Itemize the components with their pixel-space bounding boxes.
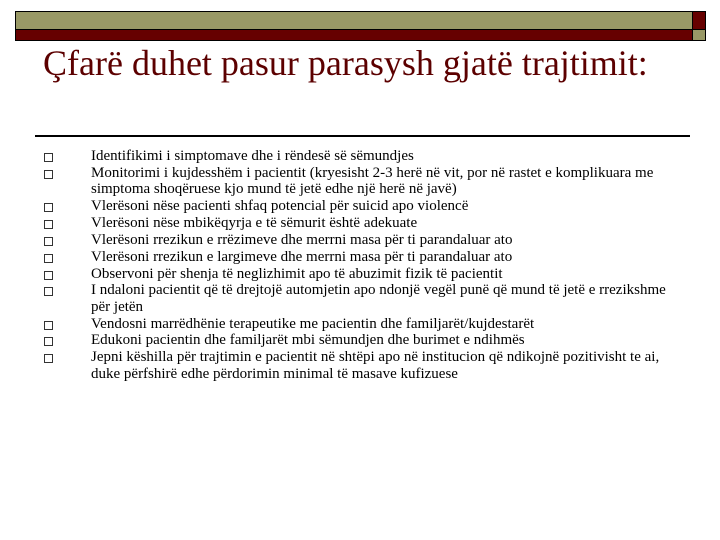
square-bullet-icon [44,254,53,263]
list-item-text: Vlerësoni nëse pacienti shfaq potencial për suicid apo violencë [91,197,469,214]
list-item-text: Vlerësoni rrezikun e largimeve dhe merrni masa për ti parandaluar ato [91,248,513,265]
list-item-text: Observoni për shenja të neglizhimit apo të abuzimit fizik të pacientit [91,265,503,282]
square-bullet-icon [44,337,53,346]
list-item [44,316,684,332]
square-bullet-icon [44,153,53,162]
list-item [44,349,684,381]
list-item-text: I ndaloni pacientit që të drejtojë automjetin apo ndonjë vegël punë që mund të jetë e rrezikshme për jetën [91,282,666,315]
square-bullet-icon [44,237,53,246]
square-bullet-icon [44,287,53,296]
list-item-text: Edukoni pacientin dhe familjarët mbi sëmundjen dhe burimet e ndihmës [91,332,525,349]
square-bullet-icon [44,354,53,363]
list-item-text: Vlerësoni rrezikun e rrëzimeve dhe merrni masa për ti parandaluar ato [91,231,513,248]
list-item [44,165,684,197]
slide-title: Çfarë duhet pasur parasysh gjatë trajtimit: [43,43,648,83]
header-corner-olive-square [692,29,706,41]
list-item-text: Vlerësoni nëse mbikëqyrja e të sëmurit është adekuate [91,214,418,231]
list-item [44,266,684,282]
bullet-list [44,148,684,382]
list-item [44,249,684,265]
list-item-text: Monitorimi i kujdesshëm i pacientit (kryesisht 2-3 herë në vit, por në rastet e komplikuara me simptoma shoqëruese kjo mund të jetë edhe një herë në javë) [91,164,654,198]
list-item-text: Jepni këshilla për trajtimin e pacientit në shtëpi apo në institucion që ndikojnë pozitivisht te ai, duke përfshirë edhe përdorimin minimal të masave kufizuese [91,349,660,382]
list-item [44,232,684,248]
square-bullet-icon [44,170,53,179]
title-divider [35,135,690,137]
list-item-text: Vendosni marrëdhënie terapeutike me pacientin dhe familjarët/kujdestarët [91,315,535,332]
square-bullet-icon [44,203,53,212]
square-bullet-icon [44,321,53,330]
header-corner-red-square [692,11,706,30]
header-olive-bar [15,11,693,30]
square-bullet-icon [44,271,53,280]
list-item [44,282,684,314]
list-item [44,148,684,164]
list-item [44,215,684,231]
square-bullet-icon [44,220,53,229]
list-item-text: Identifikimi i simptomave dhe i rëndesë së sëmundjes [91,148,414,164]
list-item [44,332,684,348]
list-item [44,198,684,214]
